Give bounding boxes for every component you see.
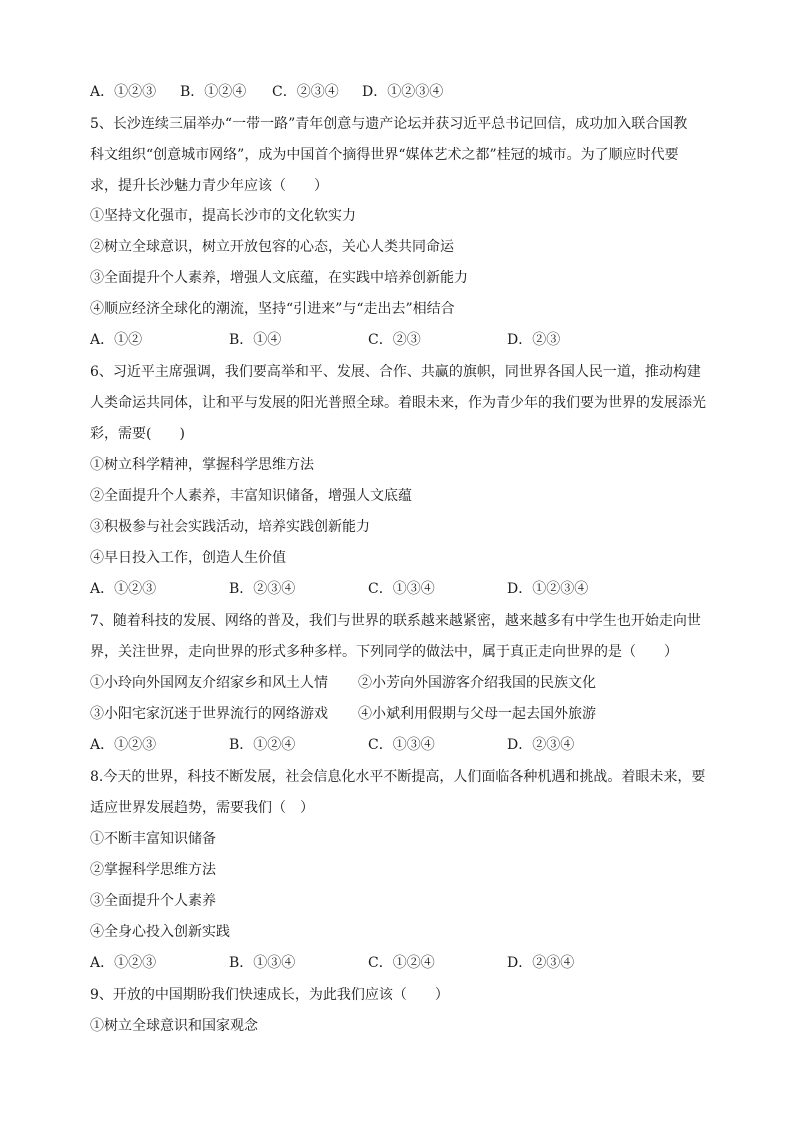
- q5-stem-line-3: 求，提升长沙魅力青少年应该（ ）: [90, 178, 328, 194]
- q6-stem-line-2: 人类命运共同体，让和平与发展的阳光普照全球。着眼未来，作为青少年的我们要为世界的发展添光: [90, 395, 706, 411]
- q5-option-a[interactable]: A．①②: [90, 332, 143, 348]
- q7-option-b[interactable]: B．①②④: [229, 737, 296, 753]
- q7-item-4: ④小斌利用假期与父母一起去国外旅游: [358, 706, 596, 722]
- q7-item-1: ①小玲向外国网友介绍家乡和风土人情: [90, 675, 328, 691]
- q5-item-1: ①坚持文化强市，提高长沙市的文化软实力: [90, 208, 356, 224]
- q7-option-d[interactable]: D．②③④: [507, 737, 575, 753]
- q7-stem-line-1: 7、随着科技的发展、网络的普及，我们与世界的联系越来越紧密，越来越多有中学生也开始走向世: [90, 613, 701, 629]
- q6-option-b[interactable]: B．②③④: [229, 581, 296, 597]
- q5-option-c[interactable]: C．②③: [368, 332, 421, 348]
- q8-item-2: ②掌握科学思维方法: [90, 862, 216, 878]
- q6-item-1: ①树立科学精神，掌握科学思维方法: [90, 457, 314, 473]
- q4-option-a[interactable]: A．①②③: [90, 84, 157, 100]
- q6-option-c[interactable]: C．①③④: [368, 581, 435, 597]
- q8-item-4: ④全身心投入创新实践: [90, 924, 230, 940]
- q5-item-3: ③全面提升个人素养，增强人文底蕴，在实践中培养创新能力: [90, 270, 468, 286]
- q8-option-d[interactable]: D．②③④: [507, 955, 575, 971]
- q6-option-d[interactable]: D．①②③④: [507, 581, 589, 597]
- q5-stem-line-2: 科文组织“创意城市网络”，成为中国首个摘得世界“媒体艺术之都”桂冠的城市。为了顺应时代要: [90, 147, 679, 163]
- q5-item-4: ④顺应经济全球化的潮流，坚持“引进来”与“走出去”相结合: [90, 301, 455, 317]
- q8-option-b[interactable]: B．①③④: [229, 955, 296, 971]
- q6-option-a[interactable]: A．①②③: [90, 581, 157, 597]
- q5-option-d[interactable]: D．②③: [507, 332, 561, 348]
- q6-item-3: ③积极参与社会实践活动，培养实践创新能力: [90, 519, 370, 535]
- q8-stem-line-1: 8.今天的世界，科技不断发展，社会信息化水平不断提高，人们面临各种机遇和挑战。着眼未来，要: [90, 769, 706, 785]
- q5-item-2: ②树立全球意识，树立开放包容的心态，关心人类共同命运: [90, 239, 454, 255]
- q8-option-a[interactable]: A．①②③: [90, 955, 157, 971]
- q5-stem-line-1: 5、长沙连续三届举办“一带一路”青年创意与遗产论坛并获习近平总书记回信，成功加入联合国教: [90, 116, 688, 132]
- q7-stem-line-2: 界，关注世界，走向世界的形式多种多样。下列同学的做法中，属于真正走向世界的是（ ）: [90, 644, 678, 660]
- q6-item-4: ④早日投入工作，创造人生价值: [90, 550, 286, 566]
- q7-item-3: ③小阳宅家沉迷于世界流行的网络游戏: [90, 706, 328, 722]
- q8-item-3: ③全面提升个人素养: [90, 893, 216, 909]
- q8-item-1: ①不断丰富知识储备: [90, 831, 216, 847]
- q7-item-2: ②小芳向外国游客介绍我国的民族文化: [358, 675, 596, 691]
- q8-stem-line-2: 适应世界发展趋势，需要我们（ ）: [90, 800, 314, 816]
- q5-option-b[interactable]: B．①④: [229, 332, 282, 348]
- q6-stem-line-3: 彩，需要( ): [90, 426, 185, 442]
- q4-option-d[interactable]: D．①②③④: [362, 84, 444, 100]
- q7-option-a[interactable]: A．①②③: [90, 737, 157, 753]
- q9-stem-line-1: 9、开放的中国期盼我们快速成长，为此我们应该（ ）: [90, 987, 449, 1003]
- q7-option-c[interactable]: C．①③④: [368, 737, 435, 753]
- q4-option-b[interactable]: B．①②④: [180, 84, 247, 100]
- q6-stem-line-1: 6、习近平主席强调，我们要高举和平、发展、合作、共赢的旗帜，同世界各国人民一道，推动构建: [90, 364, 701, 380]
- q9-item-1: ①树立全球意识和国家观念: [90, 1018, 258, 1034]
- q8-option-c[interactable]: C．①②④: [368, 955, 435, 971]
- q4-option-c[interactable]: C．②③④: [272, 84, 339, 100]
- q6-item-2: ②全面提升个人素养，丰富知识储备，增强人文底蕴: [90, 488, 412, 504]
